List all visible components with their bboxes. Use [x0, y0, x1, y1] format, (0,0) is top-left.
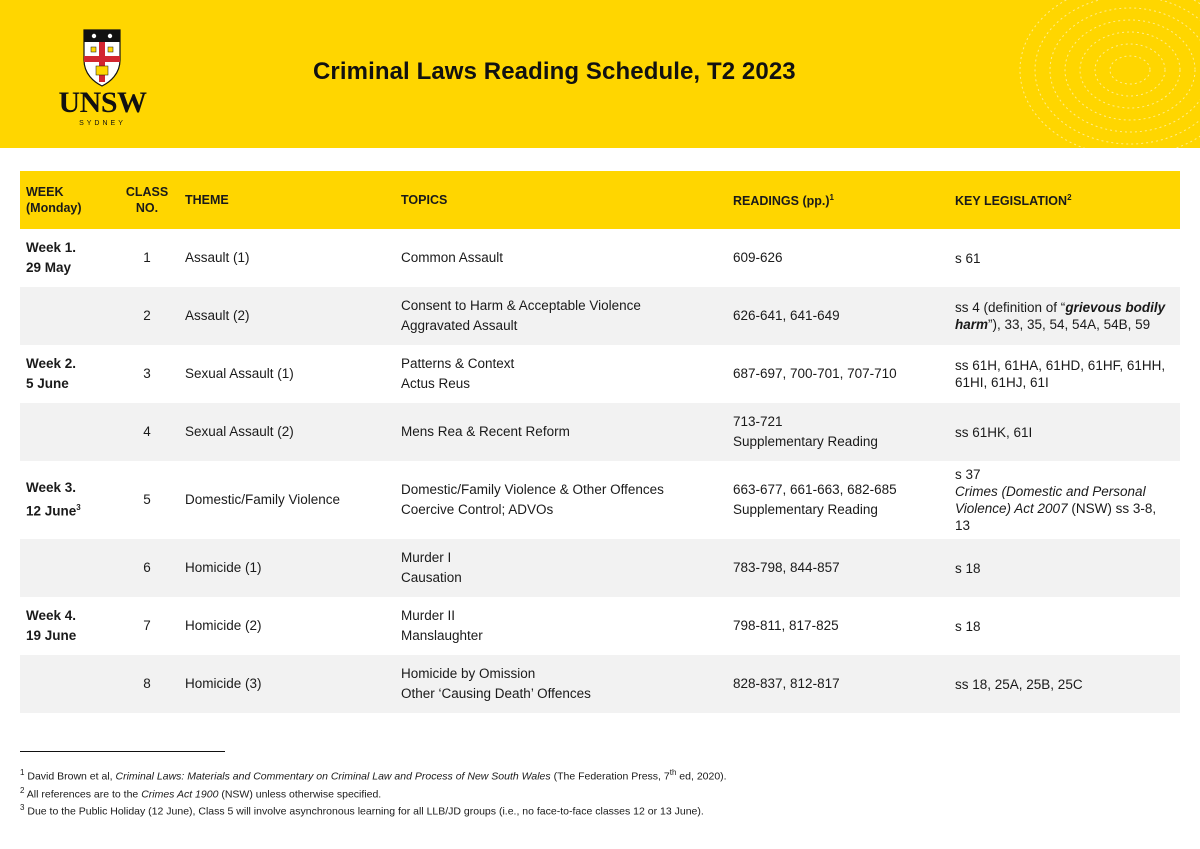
theme-cell: Domestic/Family Violence	[185, 492, 341, 507]
class-no-cell: 8	[115, 655, 179, 713]
readings-cell: 687-697, 700-701, 707-710	[733, 366, 897, 381]
topics-cell: Murder II Manslaughter	[401, 608, 483, 643]
logo-wordmark: UNSW	[58, 86, 147, 119]
column-header-readings: READINGS $(pp.)^1$	[727, 171, 949, 229]
reading-schedule-table	[20, 171, 1180, 713]
topics-cell: Domestic/Family Violence & Other Offences Coercive Control; ADVOs	[401, 482, 664, 517]
legislation-cell: ss 61HK, 61I	[949, 403, 1180, 461]
unsw-logo	[55, 28, 150, 128]
week-cell	[20, 655, 115, 713]
readings-cell: 609-626	[733, 250, 783, 265]
table-row	[20, 403, 1180, 461]
class-no-cell: 4	[115, 403, 179, 461]
table-row	[20, 655, 1180, 713]
footnotes	[20, 766, 1180, 819]
footnote-ref: 1	[829, 193, 834, 203]
readings-cell: 783-798, 844-857	[727, 539, 949, 597]
topics-cell: Patterns & Context Actus Reus	[401, 356, 515, 391]
class-no-cell: 6	[115, 539, 179, 597]
legislation-cell: s 37 Crimes (Domestic and Personal Violence) Act 2007 (NSW) ss 3-8, 13	[955, 467, 1157, 533]
unsw-crest-icon	[82, 28, 122, 88]
class-no-cell: 5	[143, 492, 151, 507]
table-row	[20, 539, 1180, 597]
column-header-week: WEEK (Monday)	[20, 171, 115, 229]
topics-cell: Homicide by Omission Other ‘Causing Death’ Offences	[395, 655, 727, 713]
act-title: Crimes (Domestic and Personal Violence) Act 2007	[955, 484, 1146, 516]
week-cell	[20, 287, 115, 345]
readings-cell: 828-837, 812-817	[727, 655, 949, 713]
theme-cell: Homicide (2)	[185, 618, 262, 633]
table-row	[20, 287, 1180, 345]
theme-cell: Assault (2)	[179, 287, 395, 345]
theme-cell: Sexual Assault (2)	[179, 403, 395, 461]
column-header-key-legislation: KEY LEGISLATION$^2$	[949, 171, 1180, 229]
topics-cell: Common Assault	[401, 250, 504, 265]
legislation-cell: ss 4 (definition of “grievous bodily harm”), 33, 35, 54, 54A, 54B, 59	[949, 287, 1180, 345]
readings-cell: 663-677, 661-663, 682-685 Supplementary Reading	[733, 482, 897, 517]
theme-cell: Homicide (3)	[179, 655, 395, 713]
readings-cell: 713-721 Supplementary Reading	[727, 403, 949, 461]
footnote-1: $^1$ David Brown et al, Criminal Laws: Materials and Commentary on Criminal Law and Process of New South Wales (The Federation Press, 7th ed, 2020).	[20, 768, 727, 783]
week-cell	[20, 539, 115, 597]
week-cell: Week 2. 5 June	[26, 356, 77, 391]
logo-subtitle: SYDNEY	[79, 120, 126, 127]
footnote-divider	[20, 751, 225, 752]
week-cell: Week 1. 29 May	[26, 240, 77, 275]
readings-cell: 626-641, 641-649	[727, 287, 949, 345]
topics-cell: Mens Rea & Recent Reform	[395, 403, 727, 461]
table-header-row	[20, 171, 1180, 229]
table-row	[20, 345, 1180, 403]
header-banner	[0, 0, 1200, 148]
column-header-theme: THEME	[179, 171, 395, 229]
footnote-3: $^3$ Due to the Public Holiday (12 June), Class 5 will involve asynchronous learning for all LLB/JD groups (i.e., no face-to-face classes 12 or 13 June).	[20, 803, 704, 818]
footnote-2: $^2$ All references are to the Crimes Act 1900 (NSW) unless otherwise specified.	[20, 785, 382, 800]
decorative-pattern	[980, 0, 1200, 148]
legislation-cell: s 18	[949, 539, 1180, 597]
theme-cell: Sexual Assault (1)	[185, 366, 294, 381]
class-no-cell: 7	[143, 618, 151, 633]
defined-term: grievous bodily harm	[955, 300, 1166, 332]
table-row	[20, 461, 1180, 539]
table-row	[20, 597, 1180, 655]
topics-cell: Consent to Harm & Acceptable Violence Aggravated Assault	[395, 287, 727, 345]
week-cell	[20, 403, 115, 461]
page-title: Criminal Laws Reading Schedule, T2 2023	[313, 58, 796, 85]
topics-cell: Murder I Causation	[395, 539, 727, 597]
legislation-cell: ss 61H, 61HA, 61HD, 61HF, 61HH, 61HI, 61HJ, 61I	[955, 358, 1166, 390]
class-no-cell: 2	[115, 287, 179, 345]
table-row	[20, 229, 1180, 287]
theme-cell: Homicide (1)	[179, 539, 395, 597]
legislation-cell: s 61	[955, 250, 981, 266]
footnote-ref: 2	[1067, 193, 1072, 203]
class-no-cell: 3	[143, 366, 151, 381]
week-cell: Week 4. 19 June	[26, 608, 77, 643]
column-header-topics: TOPICS	[395, 171, 727, 229]
legislation-cell: s 18	[955, 618, 981, 634]
week-cell: Week 3. 12 June$^3$	[26, 480, 81, 519]
class-no-cell: 1	[143, 250, 151, 265]
column-header-class-no: CLASS NO.	[115, 171, 179, 229]
footnote-ref: 3	[76, 503, 81, 513]
legislation-cell: ss 18, 25A, 25B, 25C	[949, 655, 1180, 713]
theme-cell: Assault (1)	[185, 250, 250, 265]
readings-cell: 798-811, 817-825	[733, 618, 839, 633]
